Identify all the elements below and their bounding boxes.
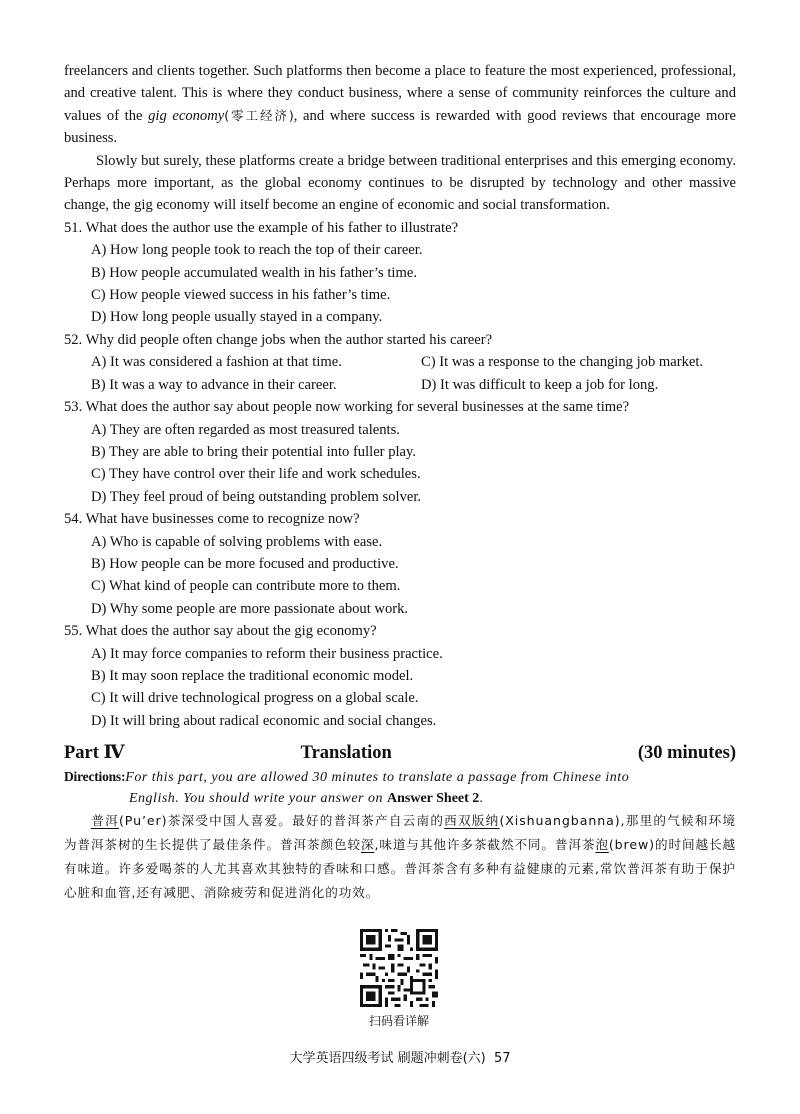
passage-text-end: , and where success is rewarded with good reviews that encourage more business. — [64, 107, 736, 147]
directions-text-2: English. You should write your answer on — [129, 791, 388, 807]
qr-block — [359, 929, 439, 1029]
term-pao: 泡 — [595, 837, 609, 853]
directions-line-2 — [64, 788, 736, 809]
part-time: (30 minutes) — [637, 743, 736, 764]
option-52-b: B) It was a way to advance in their career. — [91, 376, 337, 393]
option-55-a: A) It may force companies to reform their business practice. — [91, 645, 443, 662]
exam-page — [64, 60, 736, 905]
gig-economy-term: gig economy — [148, 107, 225, 124]
translation-text-3: ,味道与其他许多茶截然不同。普洱茶 — [374, 837, 596, 853]
part-title: Translation — [300, 743, 392, 764]
option-51-b: B) How people accumulated wealth in his father’s time. — [91, 264, 417, 281]
qr-caption: 扫码看详解 — [368, 1014, 429, 1028]
option-52-a: A) It was considered a fashion at that time. — [91, 354, 342, 371]
option-55-b: B) It may soon replace the traditional economic model. — [91, 667, 414, 684]
option-54-a: A) Who is capable of solving problems with ease. — [91, 533, 383, 550]
option-52-d: D) It was difficult to keep a job for long. — [421, 376, 659, 393]
gig-economy-cn: (零工经济) — [224, 107, 294, 123]
qr-code-icon[interactable] — [360, 929, 438, 1007]
option-row-52-1 — [91, 351, 736, 373]
question-54: 54. What have businesses come to recognize now? — [64, 511, 360, 528]
option-51-c: C) How people viewed success in his father’s time. — [91, 287, 391, 304]
passage-paragraph-1 — [64, 60, 736, 150]
translation-text-4: (brew)的时间越长越有味道。许多爱喝茶的人尤其喜欢其独特的香味和口感。普洱茶含有多种有益健康的元素,常饮普洱茶有助于保护心脏和血管,还有减肥、消除疲劳和促进消化的功效。 — [64, 837, 736, 901]
term-xishuangbanna: 西双版纳 — [444, 813, 500, 829]
option-54-c: C) What kind of people can contribute more to them. — [91, 578, 401, 595]
translation-text-1: (Pu’er)茶深受中国人喜爱。最好的普洱茶产自云南的 — [118, 813, 445, 829]
question-53: 53. What does the author say about people now working for several businesses at the same time? — [64, 399, 630, 416]
option-55-d: D) It will bring about radical economic and social changes. — [91, 712, 437, 729]
question-51: 51. What does the author use the example of his father to illustrate? — [64, 219, 459, 236]
option-51-a: A) How long people took to reach the top of their career. — [91, 242, 423, 259]
footer-title: 大学英语四级考试 刷题冲刺卷(六) — [289, 1051, 486, 1066]
option-53-d: D) They feel proud of being outstanding problem solver. — [91, 488, 422, 505]
option-53-a: A) They are often regarded as most treasured talents. — [91, 421, 400, 438]
option-55-c: C) It will drive technological progress on a global scale. — [91, 690, 419, 707]
directions-text-1: For this part, you are allowed 30 minutes to translate a passage from Chinese into — [125, 770, 630, 786]
option-row-52-2 — [91, 374, 736, 396]
part-label: Part Ⅳ — [64, 743, 125, 764]
page-number: 57 — [494, 1051, 511, 1066]
translation-text-2: (Xishuangbanna),那里的气候和环境为普洱茶树的生长提供了最佳条件。普洱茶颜色较 — [64, 813, 736, 853]
directions — [64, 766, 736, 809]
passage-paragraph-2: Slowly but surely, these platforms create a bridge between traditional enterprises and this emerging economy. Perhaps more important, as the global economy continues to be disrupted by technology and other massive change, the gig economy will itself become an engine of economic and social transformation. — [64, 152, 736, 214]
part-heading — [64, 740, 736, 766]
passage-text: freelancers and clients together. Such platforms then become a place to feature the most experienced, professional, and creative talent. This is where they conduct business, where a sense of community reinforces the culture and values of the — [64, 63, 736, 124]
term-puer: 普洱 — [91, 813, 119, 829]
translation-passage — [64, 809, 736, 905]
option-53-b: B) They are able to bring their potential into fuller play. — [91, 443, 417, 460]
answer-sheet-ref: Answer Sheet 2 — [387, 791, 480, 807]
option-51-d: D) How long people usually stayed in a company. — [91, 309, 383, 326]
option-53-c: C) They have control over their life and work schedules. — [91, 466, 421, 483]
option-54-d: D) Why some people are more passionate about work. — [91, 600, 409, 617]
option-54-b: B) How people can be more focused and productive. — [91, 555, 399, 572]
page-footer — [0, 1047, 800, 1066]
directions-label: Directions: — [64, 769, 126, 785]
term-shen: 深 — [360, 837, 375, 853]
question-52: 52. Why did people often change jobs when the author started his career? — [64, 331, 493, 348]
question-55: 55. What does the author say about the gig economy? — [64, 623, 377, 640]
option-52-c: C) It was a response to the changing job market. — [421, 354, 704, 371]
directions-end: . — [479, 791, 483, 807]
